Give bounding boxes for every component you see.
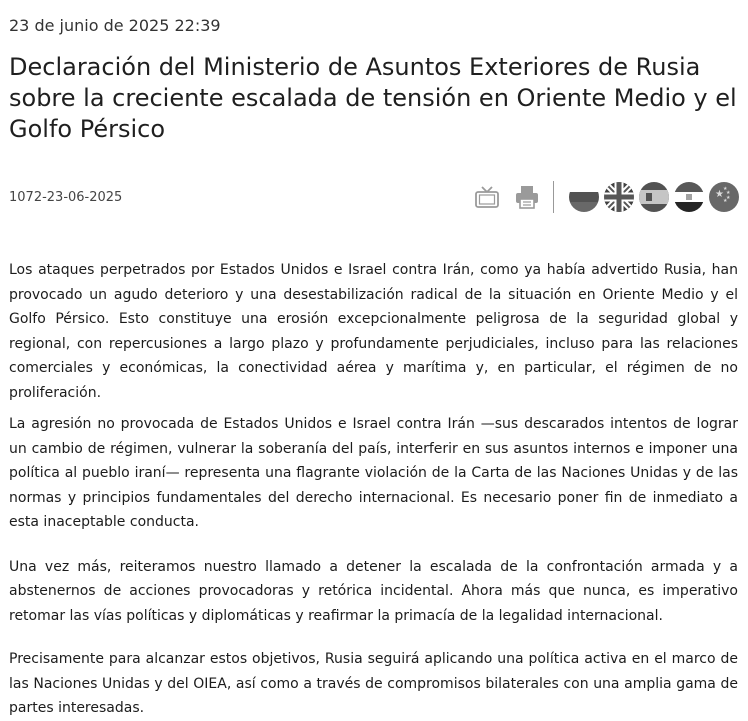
chinese-flag-icon[interactable] [709, 182, 739, 212]
paragraph: Precisamente para alcanzar estos objetivos, Rusia seguirá aplicando una política activa en el marco de las Naciones Unidas y del OIEA, así como a través de compromisos bilaterales con una amplia gama de partes interesadas. [9, 651, 738, 716]
svg-text:★: ★ [723, 186, 728, 192]
svg-text:★: ★ [726, 190, 731, 196]
paragraph: Los ataques perpetrados por Estados Unidos e Israel contra Irán, como ya había advertido Rusia, han provocado un agudo deterioro y una desestabilización radical de la situación en Oriente Medio y el Golfo Pérsico. Esto constituye una erosión excepcionalmente peligrosa de la seguridad global y regional, con repercusiones a largo plazo y profundamente perjudiciales, incluso para las relaciones comerciales y económicas, la conectividad aérea y marítima y, en particular, el régimen de no proliferación. [9, 262, 738, 401]
article-body [9, 258, 738, 721]
paragraph: La agresión no provocada de Estados Unidos e Israel contra Irán —sus descarados intentos de lograr un cambio de régimen, vulnerar la soberanía del país, interferir en sus asuntos internos e imponer una política al pueblo iraní— representa una flagrante violación de la Carta de las Naciones Unidas y de las normas y principios fundamentales del derecho internacional. Es necesario poner fin de inmediato a esta inaceptable conducta. [9, 416, 738, 530]
spanish-flag-icon[interactable] [639, 182, 669, 212]
svg-text:★: ★ [723, 198, 728, 204]
print-icon[interactable] [514, 184, 540, 210]
publication-date: 23 de junio de 2025 22:39 [9, 16, 221, 35]
egyptian-flag-icon[interactable] [674, 182, 704, 212]
document-number: 1072-23-06-2025 [9, 190, 123, 205]
svg-text:★: ★ [715, 189, 724, 200]
uk-flag-icon[interactable] [604, 182, 634, 212]
svg-text:★: ★ [726, 195, 731, 201]
toolbar-divider [553, 181, 554, 213]
tv-icon[interactable] [474, 184, 500, 210]
russian-flag-icon[interactable] [569, 182, 599, 212]
page-title: Declaración del Ministerio de Asuntos Exteriores de Rusia sobre la creciente escalada de tensión en Oriente Medio y el Golfo Pérsico [9, 53, 737, 143]
article-toolbar [474, 180, 739, 214]
paragraph: Una vez más, reiteramos nuestro llamado a detener la escalada de la confrontación armada y a abstenernos de acciones provocadoras y retórica incidental. Ahora más que nunca, es imperativo retomar las vías políticas y diplomáticas y reafirmar la primacía de la legalidad internacional. [9, 558, 738, 624]
